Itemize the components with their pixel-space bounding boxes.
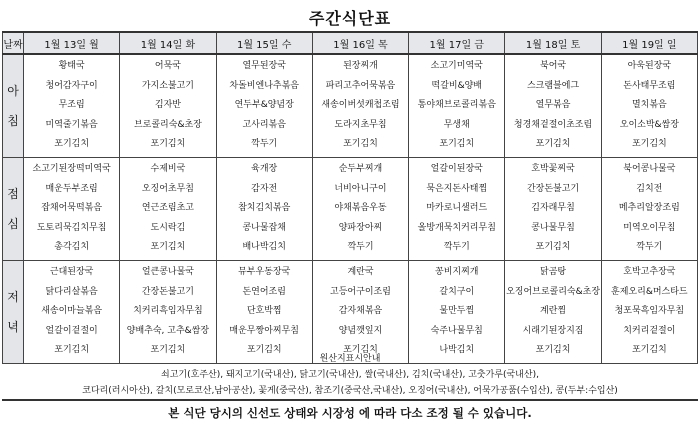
menu-cell — [216, 158, 312, 261]
menu-item: 메추리알장조림 — [618, 203, 680, 214]
menu-cell — [505, 261, 601, 364]
menu-item: 계란국 — [347, 267, 374, 278]
menu-cell — [120, 261, 216, 364]
meal-row — [3, 261, 698, 364]
menu-item: 포기김치 — [535, 242, 571, 253]
menu-item: 근대된장국 — [49, 267, 94, 278]
menu-item: 된장찌개 — [343, 61, 378, 72]
meal-slot-label — [3, 261, 24, 364]
menu-item: 감자채볶음 — [338, 306, 383, 317]
disclaimer-notice: 본 식단 당시의 신선도 상태와 시장성 에 따라 다소 조정 될 수 있습니다. — [168, 406, 532, 420]
menu-item: 얼갈이겉절이 — [45, 325, 98, 336]
menu-item: 도라지초무침 — [334, 119, 387, 130]
menu-item: 스크램블에그 — [526, 80, 580, 91]
day-header: 1월 15일 수 — [216, 32, 312, 54]
origin-notice — [2, 351, 698, 399]
meal-slot-char: 저 — [7, 290, 19, 304]
menu-cell — [409, 54, 505, 158]
menu-item: 고사리볶음 — [242, 119, 286, 130]
menu-item: 훈제오리&머스타드 — [611, 286, 688, 297]
menu-item: 소고기된장떡미역국 — [32, 164, 111, 175]
menu-item: 올방개묵치커리무침 — [417, 222, 496, 233]
menu-item: 포기김치 — [343, 139, 378, 150]
meal-slot-char: 녁 — [7, 320, 19, 334]
menu-cell — [120, 158, 216, 261]
weekly-menu-table — [2, 31, 698, 364]
menu-cell — [24, 158, 120, 261]
menu-item: 포기김치 — [150, 345, 186, 356]
day-header: 1월 18일 토 — [505, 32, 601, 54]
menu-item: 닭곰탕 — [540, 267, 567, 278]
menu-item: 깍두기 — [636, 242, 663, 253]
menu-item: 간장돈불고기 — [141, 286, 194, 297]
day-header: 1월 19일 일 — [601, 32, 697, 54]
menu-item: 순두부찌개 — [338, 164, 383, 175]
menu-cell — [312, 54, 408, 158]
menu-item: 김자래무침 — [531, 203, 575, 214]
menu-item: 나박김치 — [439, 345, 475, 356]
menu-item: 도토리묵김치무침 — [36, 222, 107, 233]
meal-slot-label — [3, 54, 24, 158]
menu-cell — [505, 54, 601, 158]
menu-item: 얼큰콩나물국 — [141, 267, 194, 278]
menu-cell — [601, 54, 697, 158]
menu-item: 소고기미역국 — [430, 61, 483, 72]
menu-item: 돈사태무조림 — [623, 80, 676, 91]
menu-item: 통야채브로콜리볶음 — [417, 100, 496, 111]
menu-item: 계란찜 — [540, 306, 567, 317]
slot-header: 날짜 — [3, 32, 24, 54]
menu-item: 오징어브로콜리숙&초장 — [506, 286, 601, 297]
meal-row — [3, 158, 698, 261]
day-header: 1월 16일 목 — [312, 32, 408, 54]
menu-item: 마카로니샐러드 — [426, 203, 488, 214]
divider — [2, 399, 698, 401]
menu-item: 야채볶음우동 — [334, 203, 387, 214]
meal-slot-char: 심 — [7, 217, 19, 231]
menu-item: 포기김치 — [150, 242, 186, 253]
menu-item: 파리고추어묵볶음 — [325, 80, 396, 91]
menu-item: 열무볶음 — [535, 100, 571, 111]
menu-item: 잡채어묵떡볶음 — [41, 203, 103, 214]
menu-item: 어묵국 — [154, 61, 181, 72]
meal-row — [3, 54, 698, 158]
menu-cell — [120, 54, 216, 158]
menu-item: 갈치구이 — [439, 286, 475, 297]
menu-item: 포기김치 — [631, 139, 667, 150]
menu-item: 깍두기 — [347, 242, 374, 253]
menu-item: 양념깻잎지 — [338, 325, 383, 336]
menu-item: 도시락김 — [150, 222, 186, 233]
menu-item: 매운두부조림 — [45, 183, 98, 194]
menu-cell — [24, 261, 120, 364]
menu-item: 깍두기 — [443, 242, 470, 253]
menu-item: 배나박김치 — [242, 242, 286, 253]
day-header: 1월 13일 월 — [24, 32, 120, 54]
menu-cell — [216, 261, 312, 364]
menu-item: 포기김치 — [343, 345, 378, 356]
menu-item: 열무된장국 — [242, 61, 286, 72]
day-header: 1월 17일 금 — [409, 32, 505, 54]
menu-item: 간장돈불고기 — [526, 183, 580, 194]
menu-item: 양파장아찌 — [338, 222, 383, 233]
menu-item: 치커리흑임자무침 — [133, 306, 203, 317]
header-row — [3, 32, 698, 54]
menu-item: 황태국 — [58, 61, 85, 72]
menu-item: 포기김치 — [246, 345, 282, 356]
menu-item: 물만두찜 — [439, 306, 475, 317]
menu-item: 감자전 — [251, 183, 278, 194]
menu-item: 참치김치볶음 — [238, 203, 291, 214]
menu-item: 북어콩나물국 — [623, 164, 676, 175]
menu-item: 숙주나물무침 — [430, 325, 483, 336]
menu-item: 너비아니구이 — [334, 183, 387, 194]
origin-title: 원산지표시안내 — [319, 354, 381, 364]
meal-slot-char: 아 — [7, 84, 19, 98]
menu-cell — [505, 158, 601, 261]
meal-slot-char: 점 — [7, 187, 19, 201]
menu-cell — [312, 261, 408, 364]
menu-item: 멸치볶음 — [631, 100, 667, 111]
menu-item: 무생채 — [443, 119, 470, 130]
menu-item: 김자반 — [154, 100, 181, 111]
day-header: 1월 14일 화 — [120, 32, 216, 54]
menu-item: 무조림 — [58, 100, 85, 111]
menu-item: 꽁비지찌개 — [435, 267, 479, 278]
menu-item: 새송이버섯캐첩조림 — [321, 100, 400, 111]
menu-item: 김치전 — [636, 183, 663, 194]
menu-cell — [216, 54, 312, 158]
menu-item: 청어감자구이 — [45, 80, 98, 91]
menu-cell — [409, 261, 505, 364]
menu-item: 차돌비엔나추볶음 — [229, 80, 299, 91]
menu-item: 브로콜리숙&초장 — [133, 119, 202, 130]
menu-item: 닭다리살볶음 — [45, 286, 98, 297]
menu-item: 포기김치 — [631, 345, 667, 356]
menu-item: 총각김치 — [54, 242, 90, 253]
menu-item: 오징어초무침 — [141, 183, 194, 194]
meal-slot-char: 침 — [7, 114, 19, 128]
menu-item: 묵은지돈사태찜 — [426, 183, 488, 194]
menu-item: 시래기된장지짐 — [522, 325, 584, 336]
menu-cell — [601, 158, 697, 261]
menu-item: 단호박찜 — [246, 306, 282, 317]
menu-item: 육개장 — [251, 164, 278, 175]
menu-cell — [312, 158, 408, 261]
meal-slot-label — [3, 158, 24, 261]
menu-item: 고등어구이조림 — [330, 286, 391, 297]
menu-item: 청포묵흑임자무침 — [614, 306, 685, 317]
menu-item: 떡갈비&양배 — [431, 80, 483, 91]
menu-item: 양배추숙, 고추&쌈장 — [126, 325, 210, 336]
menu-item: 아욱된장국 — [627, 61, 672, 72]
menu-item: 치커리겉절이 — [623, 325, 676, 336]
menu-item: 포기김치 — [150, 139, 186, 150]
menu-item: 뮤부우동장국 — [238, 267, 291, 278]
menu-item: 포기김치 — [535, 139, 571, 150]
menu-cell — [24, 54, 120, 158]
menu-item: 포기김치 — [54, 345, 90, 356]
menu-item: 오이소박&쌈장 — [619, 119, 679, 130]
menu-item: 새송이마늘볶음 — [41, 306, 103, 317]
menu-cell — [601, 261, 697, 364]
origin-line: 쇠고기(호주산), 돼지고기(국내산), 닭고기(국내산), 쌀(국내산), 김치(국내산), 고춧가루(국내산), — [161, 370, 539, 380]
menu-item: 얼갈이된장국 — [430, 164, 483, 175]
origin-line: 코다리(러시아산), 갈치(모로코산,남아공산), 꽃게(중국산), 참조기(중국산,국내산), 오징어(국내산), 어묵가공품(수입산), 콩(두부:수입산) — [82, 386, 618, 396]
menu-item: 청경채겉절이초조림 — [513, 119, 593, 130]
menu-item: 포기김치 — [535, 345, 571, 356]
page-title: 주간식단표 — [308, 9, 392, 28]
menu-item: 돈연어조림 — [242, 286, 286, 297]
menu-item: 수제비국 — [150, 164, 186, 175]
menu-item: 포기김치 — [439, 139, 475, 150]
menu-item: 호박꽃찌국 — [531, 164, 575, 175]
menu-cell — [409, 158, 505, 261]
menu-item: 연근조림초고 — [141, 203, 194, 214]
menu-item: 미역오이무침 — [623, 222, 676, 233]
menu-item: 가지소불고기 — [141, 80, 194, 91]
menu-item: 호박고추장국 — [623, 267, 676, 278]
menu-item: 연두부&양념장 — [234, 100, 294, 111]
menu-item: 포기김치 — [54, 139, 90, 150]
menu-item: 미역줄기볶음 — [45, 119, 98, 130]
menu-item: 콩나물무침 — [531, 222, 575, 233]
menu-item: 매운무짱아찌무침 — [229, 325, 299, 336]
menu-item: 콩나물잡채 — [242, 222, 286, 233]
menu-item: 북어국 — [540, 61, 567, 72]
menu-item: 깍두기 — [251, 139, 278, 150]
